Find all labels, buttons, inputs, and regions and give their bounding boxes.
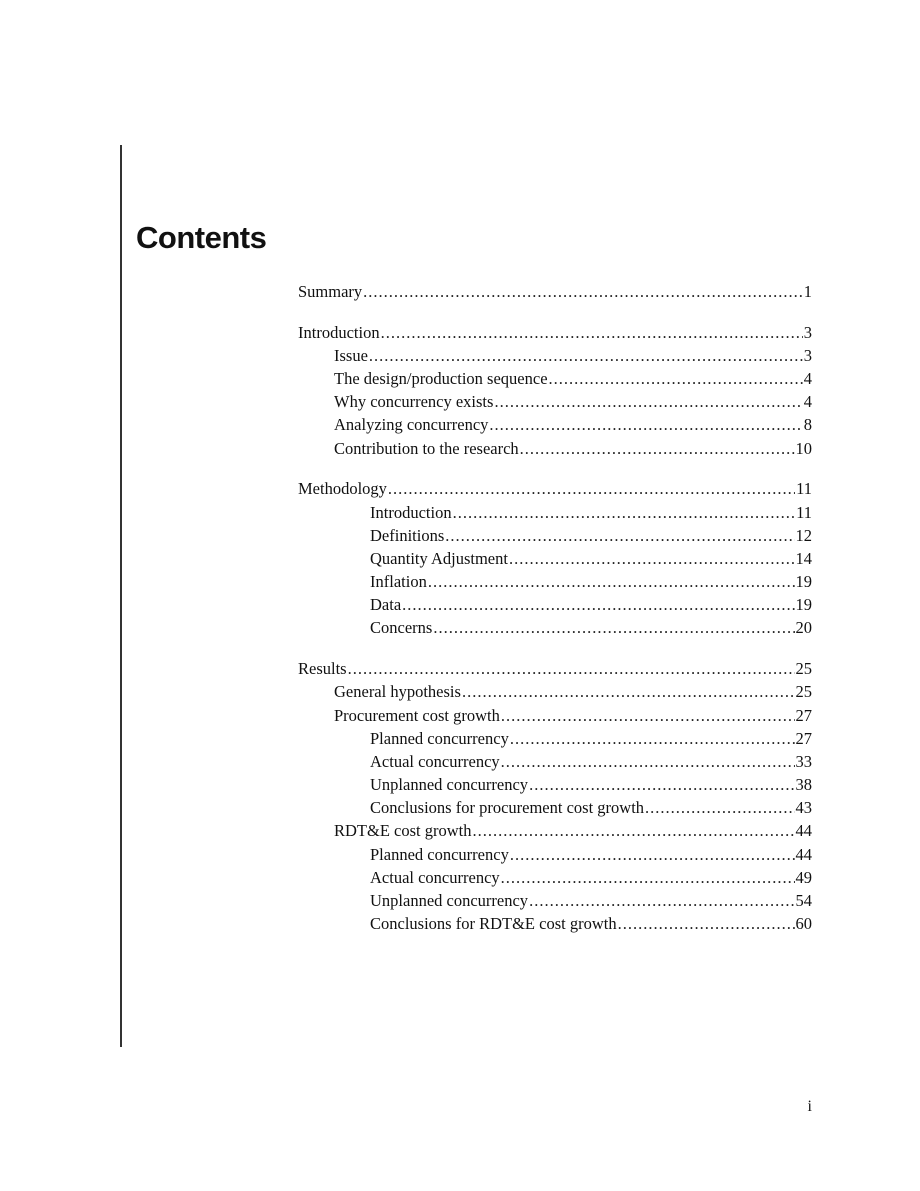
toc-entry[interactable] [298,390,812,413]
toc-entry-page: 44 [795,844,812,864]
dot-leader [510,843,795,866]
dot-leader [489,413,802,436]
dot-leader [520,437,795,460]
toc-entry-label: Definitions [370,525,445,545]
toc-entry[interactable] [298,704,812,727]
toc-entry-label: Unplanned concurrency [370,775,529,795]
toc-entry-page: 4 [803,392,812,412]
toc-entry-page: 3 [803,345,812,365]
toc-entry[interactable] [298,912,812,935]
toc-entry-page: 10 [795,438,812,458]
toc-entry-page: 38 [795,775,812,795]
toc-entry-label: Introduction [370,502,452,522]
toc-entry-page: 49 [795,867,812,887]
dot-leader [381,321,803,344]
dot-leader [402,593,794,616]
toc-entry-page: 25 [795,659,812,679]
toc-entry-label: Results [298,659,347,679]
dot-leader [501,704,795,727]
toc-entry-page: 33 [795,751,812,771]
toc-entry-label: Conclusions for procurement cost growth [370,798,645,818]
toc-entry[interactable] [298,570,812,593]
dot-leader [473,819,795,842]
toc-entry[interactable] [298,616,812,639]
margin-rule [120,145,122,1047]
toc-entry-page: 44 [795,821,812,841]
toc-entry[interactable] [298,657,812,680]
dot-leader [433,616,794,639]
toc-entry[interactable] [298,321,812,344]
toc-entry-label: Actual concurrency [370,867,500,887]
toc-entry-page: 4 [803,369,812,389]
toc-entry-page: 1 [803,282,812,301]
toc-entry[interactable] [298,524,812,547]
dot-leader [509,547,795,570]
toc-entry[interactable] [298,750,812,773]
dot-leader [549,367,803,390]
dot-leader [453,501,796,524]
toc-entry[interactable] [298,727,812,750]
dot-leader [510,727,795,750]
toc-entry-label: Planned concurrency [370,844,509,864]
toc-entry[interactable] [298,477,812,500]
toc-entry-page: 19 [795,572,812,592]
toc-section [298,657,812,935]
toc-entry-label: Issue [334,345,368,365]
toc-entry[interactable] [298,280,812,303]
toc-entry-page: 27 [795,728,812,748]
toc-entry-page: 25 [795,682,812,702]
toc-entry[interactable] [298,889,812,912]
toc-section [298,280,812,303]
toc-entry[interactable] [298,680,812,703]
toc-entry-page: 14 [795,548,812,568]
toc-entry[interactable] [298,344,812,367]
toc-section [298,477,812,639]
dot-leader [529,889,794,912]
toc-entry-label: Inflation [370,572,427,592]
toc-entry-page: 27 [795,705,812,725]
dot-leader [388,477,795,500]
toc-entry[interactable] [298,413,812,436]
toc-entry-label: Procurement cost growth [334,705,500,725]
dot-leader [618,912,795,935]
dot-leader [501,866,795,889]
toc-entry-label: Unplanned concurrency [370,891,529,910]
toc-section [298,321,812,460]
page-number: i [807,1098,812,1115]
dot-leader [428,570,795,593]
toc-entry[interactable] [298,796,812,819]
toc-entry[interactable] [298,501,812,524]
dot-leader [462,680,795,703]
toc-entry-label: Introduction [298,322,380,342]
toc-entry-label: Contribution to the research [334,438,519,458]
toc-entry-page: 11 [796,502,812,522]
toc-entry-page: 20 [795,618,812,638]
toc-entry-label: Planned concurrency [370,728,509,748]
toc-entry-label: Data [370,595,402,615]
toc-entry-page: 12 [795,525,812,545]
toc-entry[interactable] [298,547,812,570]
toc-entry-label: RDT&E cost growth [334,821,472,841]
dot-leader [645,796,794,819]
toc-entry-page: 54 [795,891,812,910]
toc-entry[interactable] [298,437,812,460]
dot-leader [494,390,802,413]
toc-entry-label: Summary [298,282,363,301]
toc-entry-label: Why concurrency exists [334,392,494,412]
toc-entry-label: Analyzing concurrency [334,415,489,435]
dot-leader [348,657,795,680]
dot-leader [529,773,794,796]
toc-entry-label: Methodology [298,479,387,499]
page-title: Contents [136,220,267,255]
toc-entry-label: The design/production sequence [334,369,548,389]
toc-entry[interactable] [298,819,812,842]
table-of-contents [298,280,812,953]
toc-entry-label: General hypothesis [334,682,461,702]
toc-entry[interactable] [298,843,812,866]
toc-entry-page: 8 [803,415,812,435]
dot-leader [445,524,794,547]
dot-leader [363,280,803,303]
toc-entry[interactable] [298,367,812,390]
toc-entry-label: Quantity Adjustment [370,548,508,568]
toc-entry-page: 3 [803,322,812,342]
toc-entry-page: 19 [795,595,812,615]
toc-entry-label: Actual concurrency [370,751,500,771]
toc-entry-page: 43 [795,798,812,818]
toc-entry-label: Conclusions for RDT&E cost growth [370,914,617,934]
toc-entry[interactable] [298,773,812,796]
dot-leader [369,344,803,367]
toc-entry[interactable] [298,866,812,889]
toc-entry-page: 11 [796,479,812,499]
toc-entry-label: Concerns [370,618,433,638]
toc-entry-page: 60 [795,914,812,934]
dot-leader [501,750,795,773]
toc-entry[interactable] [298,593,812,616]
